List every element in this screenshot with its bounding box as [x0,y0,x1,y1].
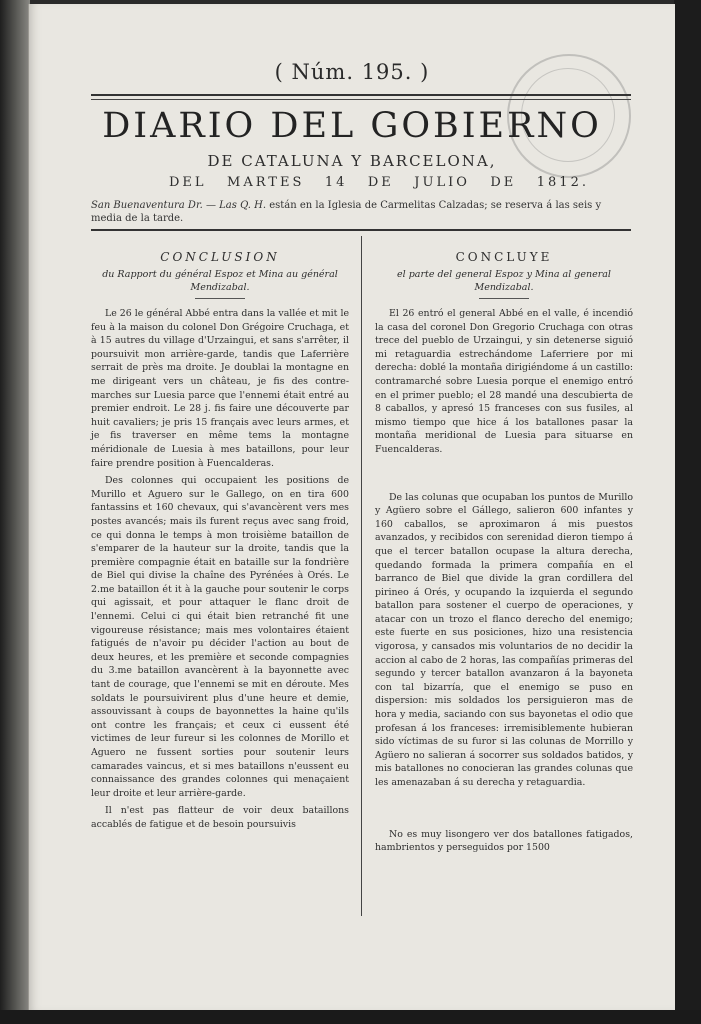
church-notice [91,199,631,225]
left-column-heading: CONCLUSION [160,250,280,264]
newspaper-subtitle: DE CATALUNA Y BARCELONA, [207,152,497,170]
right-column-spanish [375,250,633,859]
left-paragraph: Des colonnes qui occupaient les positions de Murillo et Aguero sur le Gallego, on en tira 600 fantassins et 160 chevaux, qui s'avancèrent vers mes postes avancés; mais ils furent reçus avec sang froid, ce qui donna le temps à mon troisième bataillon de s'emparer de la hauteur sur la droite, tandis que la première compagnie était en bataille sur la fondrière de Biel qui divise la chaîne des Pyrénées à Orés. Le 2.me bataillon ét it à la gauche pour soutenir le corps qui agissait, et pour attaquer le flanc droit de l'ennemi. Celui ci qui était bien retranché fit une vigoureuse résistance; mais mes volontaires étaient fatigués de n'avoir pu décider l'action au bout de deux heures, et les première et seconde compagnies du 3.me bataillon avancèrent à la bayonnette avec tant de courage, que l'ennemi se mit en déroute. Mes soldats le poursuivirent plus d'une heure et demie, assouvissant à coups de bayonnettes la haine qu'ils ont contre les français; et ceux ci eussent été victimes de leur fureur si les colonnes de Morillo et Aguero ne fussent sorties pour soutenir leurs camarades vaincus, et si mes bataillons n'eussent eu connaissance des grandes colonnes qui menaçaient leur droite et leur arrière-garde. [91,475,349,799]
right-paragraph: El 26 entró el general Abbé en el valle, é incendió la casa del coronel Don Gregorio Cruchaga con otras trece del pueblo de Urzaingui, y sin detenerse siguió mi retaguardia estrechándome Laferriere por mi derecha: doblé la montaña dirigiéndome á un castillo: contramarché sobre Luesia porque el enemigo entró en el primer pueblo; el 28 mandé una descubierta de 8 caballos, y apresó 15 franceses con sus fusiles, al mismo tiempo que hice á los batallones pasar la montaña meridional de Luesia para situarse en Fuencalderas. [375,308,633,455]
date-part: DE [367,175,394,190]
date-part: 14 [324,175,348,190]
column-divider [361,236,362,916]
header-rule-bottom [91,229,631,231]
date-part: MARTES [227,175,305,190]
header-rule-top [91,94,631,96]
scan-edge-right [674,0,701,1024]
dateline [169,175,589,190]
date-part: 1812. [536,175,589,190]
right-paragraph: De las colunas que ocupaban los puntos de Murillo y Agüero sobre el Gállego, salieron 600 infantes y 160 caballos, se aproximaron á mis puestos avanzados, y recibidos con serenidad dieron tiempo á que el tercer batallon ocupase la altura derecha, quedando formada la primera compañía en el barranco de Biel que divide la gran cordillera del pirineo á Orés, y ocupando la izquierda el segundo batallon para sostener el cuerpo de operaciones, y atacar con un trozo el flanco derecho del enemigo; este fuerte en sus posiciones, hizo una resistencia vigorosa, y cansados mis voluntarios de no decidir la accion al cabo de 2 horas, las compañías primeras del segundo y tercer batallon avanzaron á la bayoneta con tal bizarría, que el enemigo se puso en dispersion: mis soldados los persiguieron mas de hora y media, saciando con sus bayonetas el odio que profesan á los franceses: irremisiblemente hubieran sido víctimas de su furor si las colunas de Morrillo y Agüero no salieran á socorrer sus soldados batidos, y mis batallones no conocieran las grandes colunas que les amenazaban á su derecha y retaguardia. [375,491,633,788]
newspaper-title: DIARIO DEL GOBIERNO [102,106,602,146]
date-part: JULIO [414,175,470,190]
book-spine [0,0,30,1024]
notice-saint: San Buenaventura Dr. — Las Q. H. [91,200,267,211]
left-paragraph: Le 26 le général Abbé entra dans la vallée et mit le feu à la maison du colonel Don Grégoire Cruchaga, et à 15 autres du village d'Urzaingui, et sans s'arrêter, il poursuivit mon arrière-garde, tandis que Laferrière serrait de près ma droite. Je doublai la montagne en me dirigeant vers un château, je fis des contre-marches sur Luesia parce que l'ennemi était entré au premier endroit. Le 28 j. fis faire une découverte par huit cavaliers; je pris 15 français avec leurs armes, et je fis traverser en même tems la montagne méridionale de Luesia à mes bataillons, pour leur faire prendre position à Fuencalderas. [91,308,349,469]
right-paragraph: No es muy lisongero ver dos batallones fatigados, hambrientos y perseguidos por 1500 [375,828,633,854]
issue-number: ( Núm. 195. ) [274,60,430,84]
notice-text: están en la Iglesia de Carmelitas Calzadas; se reserva á las seis y media de la tarde. [91,200,602,224]
header-rule-top-thin [91,99,631,100]
right-column-heading: CONCLUYE [455,250,553,264]
left-column-french [91,250,349,836]
right-column-subheading: el parte del general Espoz y Mina al general Mendizabal. [375,268,633,299]
left-paragraph: Il n'est pas flatteur de voir deux bataillons accablés de fatigue et de besoin poursuivis [91,805,349,830]
date-part: DE [490,175,517,190]
scan-edge-bottom [0,1010,701,1024]
left-column-subheading: du Rapport du général Espoz et Mina au général Mendizabal. [91,268,349,299]
newspaper-page [28,4,675,1010]
date-part: DEL [169,175,207,190]
